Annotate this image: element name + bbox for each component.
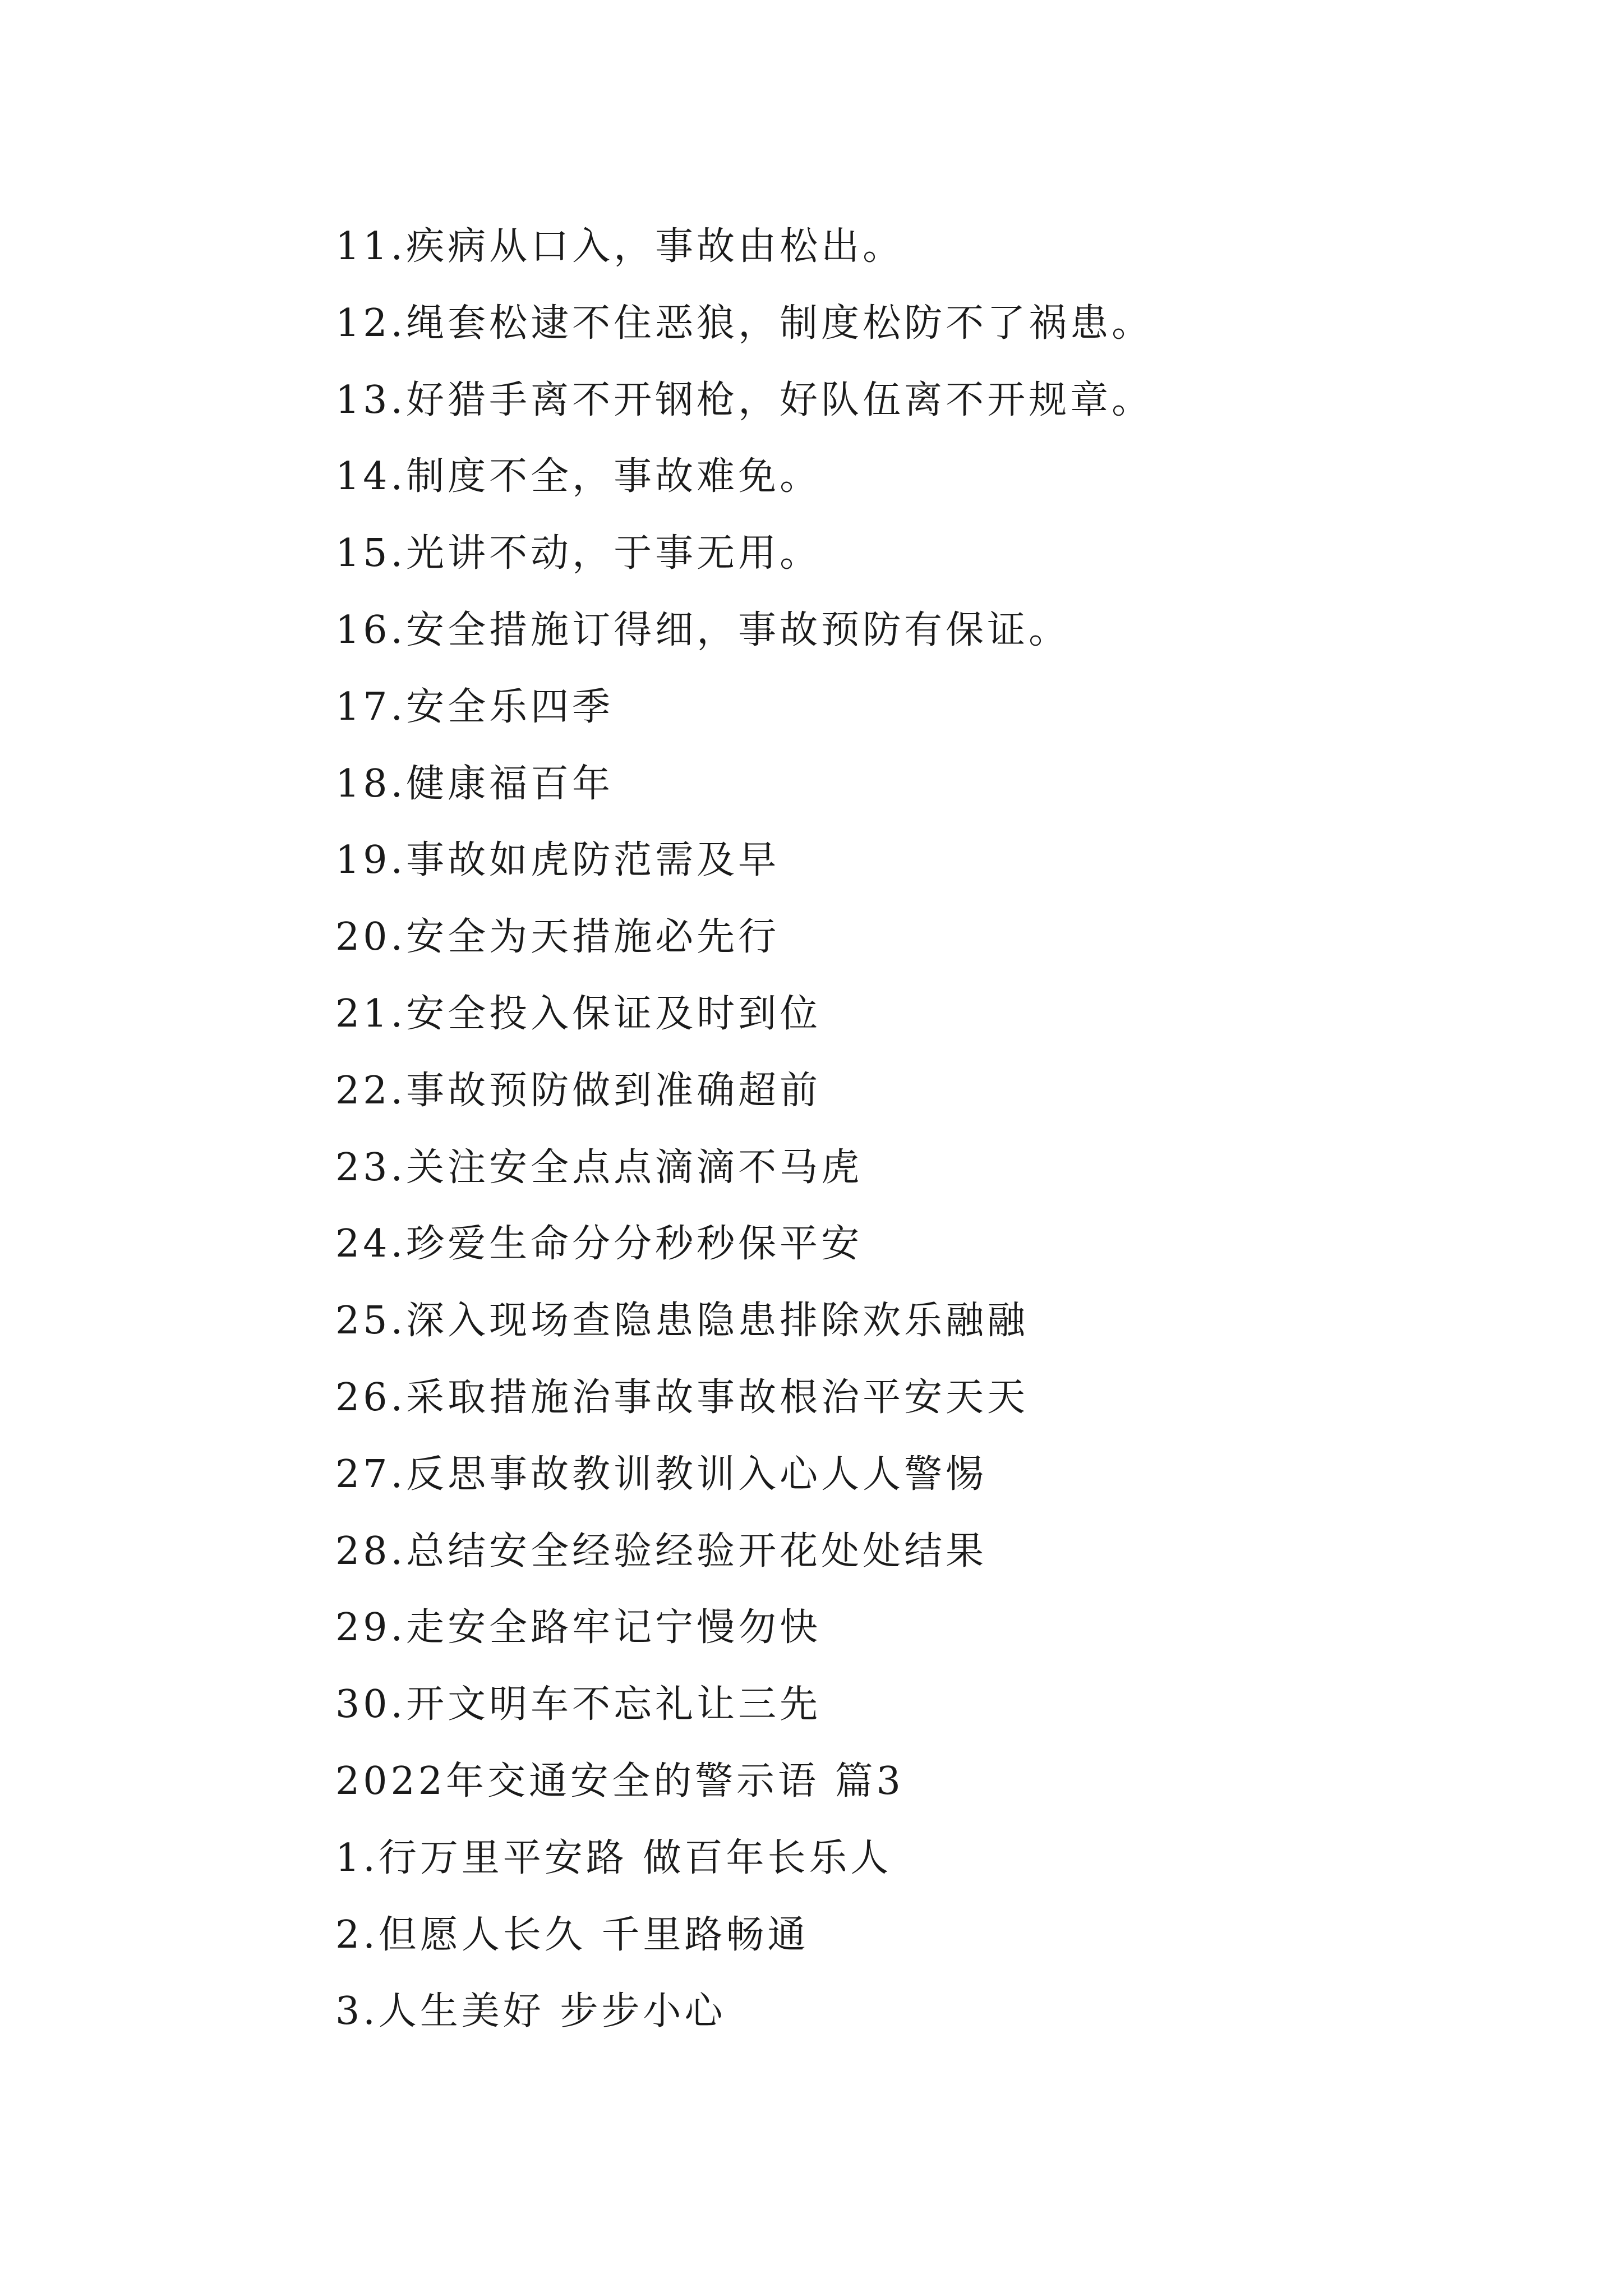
list-item: 18.健康福百年 bbox=[335, 761, 614, 806]
list-item: 13.好猎手离不开钢枪，好队伍离不开规章。 bbox=[335, 378, 1154, 422]
section-heading: 2022年交通安全的警示语 篇3 bbox=[335, 1759, 904, 1803]
list-item: 26.采取措施治事故事故根治平安天天 bbox=[335, 1375, 1029, 1420]
list-item: 28.总结安全经验经验开花处处结果 bbox=[335, 1529, 988, 1573]
list-item: 24.珍爱生命分分秒秒保平安 bbox=[335, 1222, 863, 1267]
list-item: 29.走安全路牢记宁慢勿快 bbox=[335, 1605, 822, 1650]
list-item: 14.制度不全，事故难免。 bbox=[335, 454, 822, 499]
list-item: 12.绳套松逮不住恶狼，制度松防不了祸患。 bbox=[335, 301, 1154, 346]
list-item: 19.事故如虎防范需及早 bbox=[335, 838, 780, 883]
list-item: 27.反思事故教训教训入心人人警惕 bbox=[335, 1452, 988, 1497]
list-item: 17.安全乐四季 bbox=[335, 684, 614, 729]
document-body bbox=[335, 209, 1457, 2050]
list-item: 3.人生美好 步步小心 bbox=[335, 1989, 726, 2034]
list-item: 22.事故预防做到准确超前 bbox=[335, 1068, 822, 1113]
list-item: 11.疾病从口入，事故由松出。 bbox=[335, 224, 905, 269]
list-item: 25.深入现场查隐患隐患排除欢乐融融 bbox=[335, 1299, 1029, 1343]
list-item: 2.但愿人长久 千里路畅通 bbox=[335, 1912, 809, 1957]
list-item: 20.安全为天措施必先行 bbox=[335, 915, 780, 960]
list-item: 15.光讲不动，于事无用。 bbox=[335, 531, 822, 576]
list-item: 30.开文明车不忘礼让三先 bbox=[335, 1682, 822, 1727]
list-item: 21.安全投入保证及时到位 bbox=[335, 991, 822, 1036]
list-item: 1.行万里平安路 做百年长乐人 bbox=[335, 1835, 892, 1880]
list-item: 23.关注安全点点滴滴不马虎 bbox=[335, 1145, 863, 1190]
list-item: 16.安全措施订得细，事故预防有保证。 bbox=[335, 608, 1071, 652]
